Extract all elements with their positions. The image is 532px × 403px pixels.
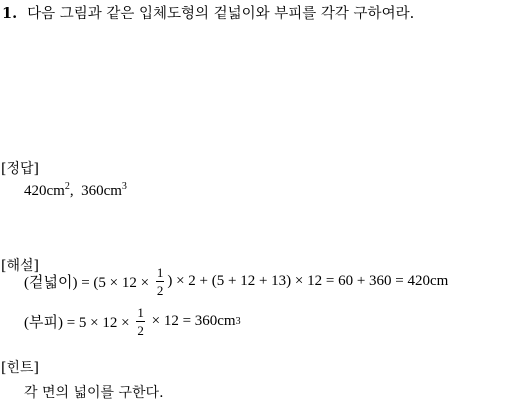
- answer-surface-unit: cm: [46, 183, 65, 199]
- problem-text: 다음 그림과 같은 입체도형의 겉넓이와 부피를 각각 구하여라.: [27, 6, 415, 22]
- solution-volume-fraction: [136, 306, 145, 337]
- solution-surface-suffix: ) × 2 + (5 + 12 + 13) × 12 = 60 + 360 = 420cm: [167, 273, 449, 289]
- solution-volume-suffix: × 12 = 360cm: [147, 313, 236, 329]
- solution-label: [해설]: [1, 258, 39, 274]
- solution-line-volume: (부피) = 5 × 12 × $\frac{1}{2}$ × 12 = 360cm 3: [24, 305, 241, 338]
- problem-number: 1.: [2, 5, 18, 22]
- hint-label: [힌트]: [1, 360, 39, 376]
- solution-surface-fraction: [156, 266, 165, 297]
- fraction-denominator: 2: [156, 283, 164, 298]
- answer-surface-exp: 2: [64, 181, 70, 192]
- hint-text: 각 면의 넓이를 구한다.: [24, 385, 164, 401]
- answer-separator: ,: [69, 183, 82, 199]
- answer-volume-unit: cm: [103, 183, 122, 199]
- problem-statement: [2, 2, 414, 23]
- fraction-numerator: 1: [156, 265, 164, 280]
- answer-label: [정답]: [1, 161, 39, 177]
- solution-line-surface: [24, 266, 448, 297]
- answer-surface: 420: [24, 183, 47, 199]
- answer-volume-exp: 3: [121, 181, 127, 192]
- fraction-numerator: 1: [137, 305, 144, 320]
- fraction-denominator: 2: [137, 323, 144, 338]
- answer-volume: 360: [81, 183, 104, 199]
- solution-surface-prefix: (겉넓이) = (5 × 12 ×: [24, 275, 153, 291]
- answer-values: [24, 183, 127, 200]
- solution-volume-prefix: (부피) = 5 × 12 ×: [24, 315, 134, 331]
